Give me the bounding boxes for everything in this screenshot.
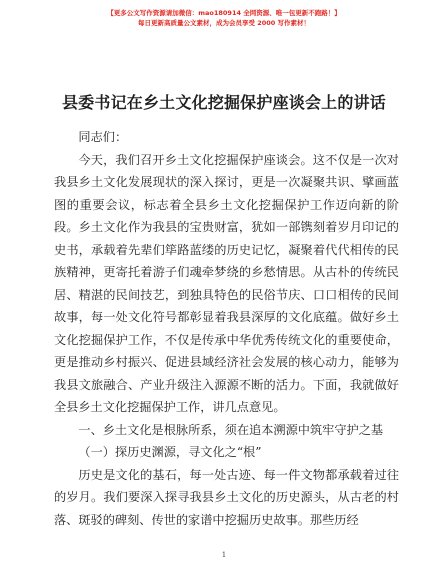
document-body xyxy=(54,126,399,531)
section-heading: 一、乡土文化是根脉所系，须在追本溯源中筑牢守护之基 xyxy=(78,422,384,437)
promo-banner-line-1: 【更多公文写作资源请加微信：mao180914 全网资源、唯一包更新不跑路！】 xyxy=(107,9,341,17)
body-paragraph: 历史是文化的基石，每一处古迹、每一件文物都承载着过往的岁月。我们要深入探寻我县乡土文化的历史源头，从古老的村落、斑驳的碑刻、传世的家谱中挖掘历史故事。那些历经 xyxy=(54,467,399,527)
promo-banner xyxy=(0,8,448,28)
promo-banner-line-2: 每日更新高质量公文素材，成为会员享受 2000 写作素材！ xyxy=(137,19,311,27)
document-title: 县委书记在乡土文化挖掘保护座谈会上的讲话 xyxy=(61,93,386,112)
subsection-heading: （一）探历史渊源，寻文化之“根” xyxy=(78,445,262,459)
page-number: 1 xyxy=(221,551,227,559)
opening-paragraph: 今天，我们召开乡土文化挖掘保护座谈会。这不仅是一次对我县乡土文化发展现状的深入探讨，更是一次凝聚共识、擘画蓝图的重要会议，标志着全县乡土文化挖掘保护工作迈向新的阶段。乡土文化作为我县的宝贵财富，犹如一部镌刻着岁月印记的史书，承载着先辈们筚路蓝缕的历史记忆，凝聚着代代相传的民族精神，更寄托着游子们魂牵梦绕的乡愁情思。从古朴的传统民居、精湛的民间技艺，到独具特色的民俗节庆、口口相传的民间故事，每一处文化符号都彰显着我县深厚的文化底蕴。做好乡土文化挖掘保护工作，不仅是传承中华优秀传统文化的重要使命，更是推动乡村振兴、促进县域经济社会发展的核心动力，能够为我县文旅融合、产业升级注入源源不断的活力。下面，我就做好全县乡土文化挖掘保护工作，讲几点意见。 xyxy=(54,152,399,414)
salutation: 同志们： xyxy=(78,130,128,144)
